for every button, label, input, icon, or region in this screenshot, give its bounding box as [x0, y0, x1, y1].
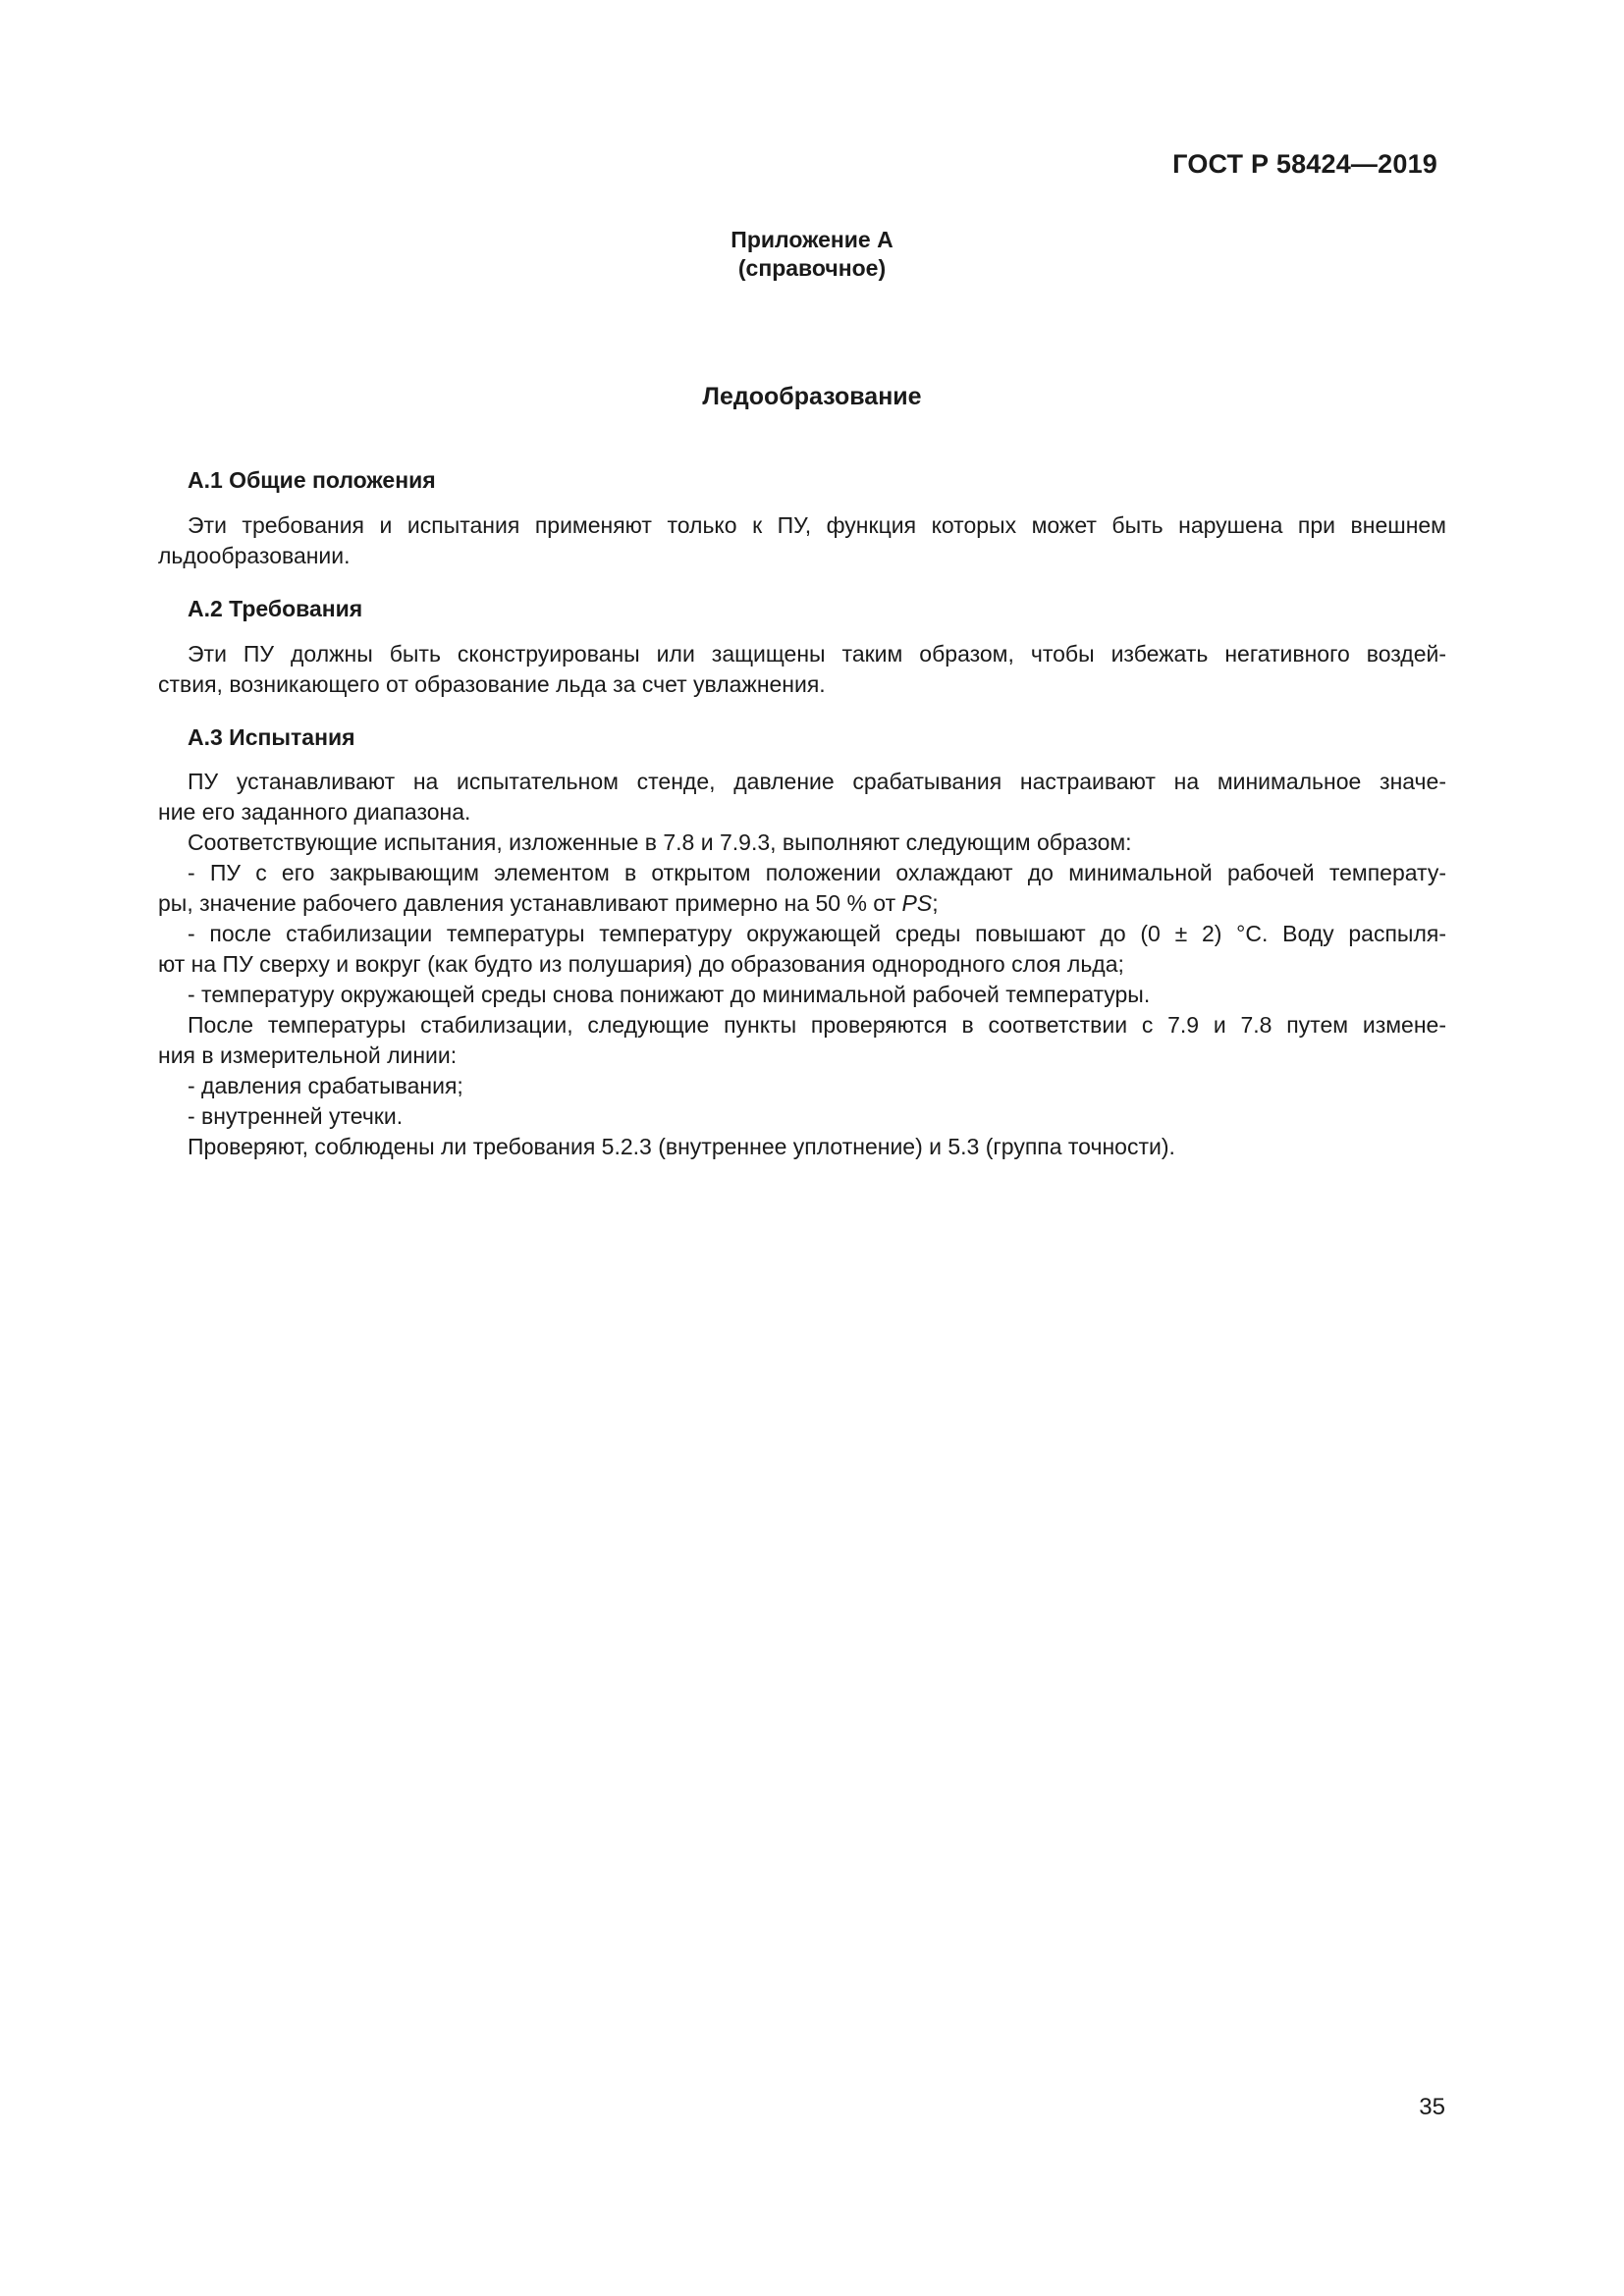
appendix-label	[0, 226, 1624, 283]
page-number: 35	[1419, 2094, 1445, 2120]
appendix-title: Приложение А	[731, 227, 893, 252]
paragraph-line: ние его заданного диапазона.	[158, 799, 471, 825]
paragraph-line: ПУ устанавливают на испытательном стенде, давление срабатывания настраивают на минимальное значе-	[188, 769, 1446, 794]
paragraph-line: ния в измерительной линии:	[158, 1042, 458, 1068]
list-item-line: - ПУ с его закрывающим элементом в открытом положении охлаждают до минимальной рабочей температу-	[188, 860, 1446, 885]
section-heading-a3: А.3 Испытания	[188, 724, 355, 750]
text-fragment: ры, значение рабочего давления устанавливают примерно на 50 % от	[158, 890, 902, 916]
section-heading-a2: А.2 Требования	[188, 596, 363, 621]
list-item-line: - температуру окружающей среды снова понижают до минимальной рабочей температуры.	[188, 982, 1151, 1007]
section-heading-a1: А.1 Общие положения	[188, 467, 436, 493]
ps-symbol: PS	[901, 890, 933, 916]
document-code: ГОСТ Р 58424—2019	[1172, 149, 1437, 179]
paragraph-line: После температуры стабилизации, следующие пункты проверяются в соответствии с 7.9 и 7.8 путем измене-	[188, 1012, 1446, 1038]
paragraph-line: Эти ПУ должны быть сконструированы или защищены таким образом, чтобы избежать негативного воздей-	[188, 641, 1446, 667]
list-item-line: ют на ПУ сверху и вокруг (как будто из полушария) до образования однородного слоя льда;	[158, 951, 1124, 977]
list-item-line	[158, 890, 939, 917]
paragraph-line: Соответствующие испытания, изложенные в 7.8 и 7.9.3, выполняют следующим образом:	[188, 829, 1132, 855]
page-title: Ледообразование	[702, 383, 922, 410]
text-fragment: ;	[932, 890, 939, 916]
paragraph-line: льдообразовании.	[158, 543, 351, 568]
paragraph-line: Эти требования и испытания применяют только к ПУ, функция которых может быть нарушена при внешнем	[188, 512, 1446, 538]
paragraph-line: ствия, возникающего от образование льда за счет увлажнения.	[158, 671, 826, 697]
list-item-line: - внутренней утечки.	[188, 1103, 404, 1129]
appendix-type: (справочное)	[737, 255, 887, 281]
list-item-line: - давления срабатывания;	[188, 1073, 463, 1098]
list-item-line: - после стабилизации температуры температуру окружающей среды повышают до (0 ± 2) °С. Воду распыля-	[188, 921, 1446, 946]
paragraph-line: Проверяют, соблюдены ли требования 5.2.3 (внутреннее уплотнение) и 5.3 (группа точности).	[188, 1134, 1175, 1159]
